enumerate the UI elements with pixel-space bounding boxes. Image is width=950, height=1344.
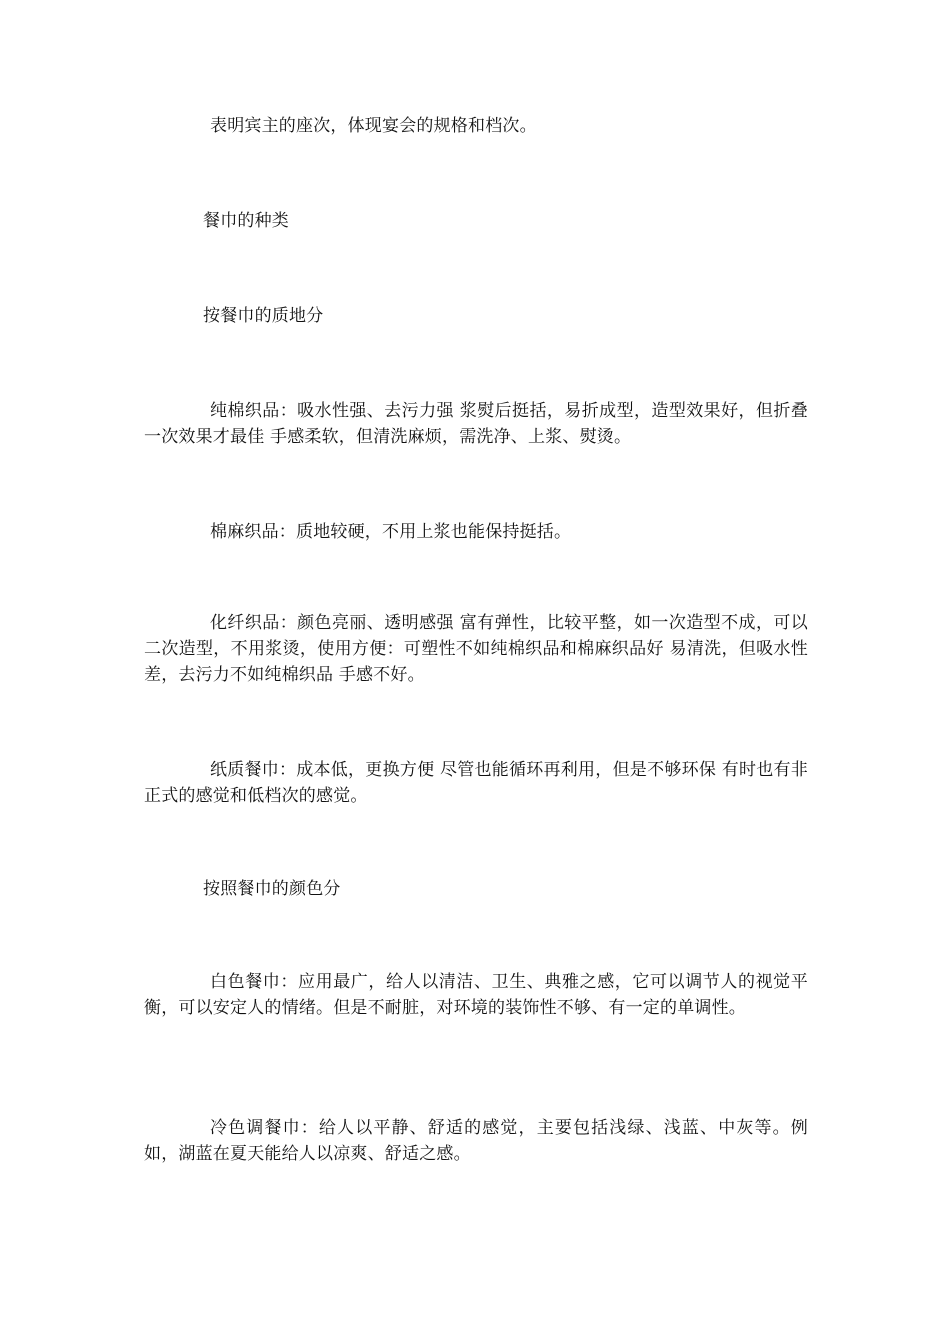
- paragraph-seating: 表明宾主的座次，体现宴会的规格和档次。: [210, 116, 537, 136]
- paragraph-cotton: 纯棉织品：吸水性强、去污力强 浆熨后挺括，易折成型，造型效果好，但折叠一次效果才最佳 手感柔软，但清洗麻烦，需洗净、上浆、熨烫。: [144, 401, 808, 447]
- heading-napkin-types: 餐巾的种类: [203, 211, 289, 231]
- paragraph-white: 白色餐巾：应用最广，给人以清洁、卫生、典雅之感，它可以调节人的视觉平衡，可以安定人的情绪。但是不耐脏，对环境的装饰性不够、有一定的单调性。: [144, 972, 808, 1018]
- paragraph-paper: 纸质餐巾：成本低，更换方便 尽管也能循环再利用，但是不够环保 有时也有非正式的感觉和低档次的感觉。: [144, 760, 808, 806]
- paragraph-cotton-linen: 棉麻织品：质地较硬，不用上浆也能保持挺括。: [210, 522, 572, 542]
- heading-by-material: 按餐巾的质地分: [203, 306, 324, 326]
- paragraph-synthetic: 化纤织品：颜色亮丽、透明感强 富有弹性，比较平整，如一次造型不成，可以二次造型，不用浆烫，使用方便：可塑性不如纯棉织品和棉麻织品好 易清洗，但吸水性差，去污力不如纯棉织品 手感不好。: [144, 613, 808, 685]
- paragraph-cool-color: 冷色调餐巾：给人以平静、舒适的感觉，主要包括浅绿、浅蓝、中灰等。例如，湖蓝在夏天能给人以凉爽、舒适之感。: [144, 1118, 808, 1164]
- heading-by-color: 按照餐巾的颜色分: [203, 879, 341, 899]
